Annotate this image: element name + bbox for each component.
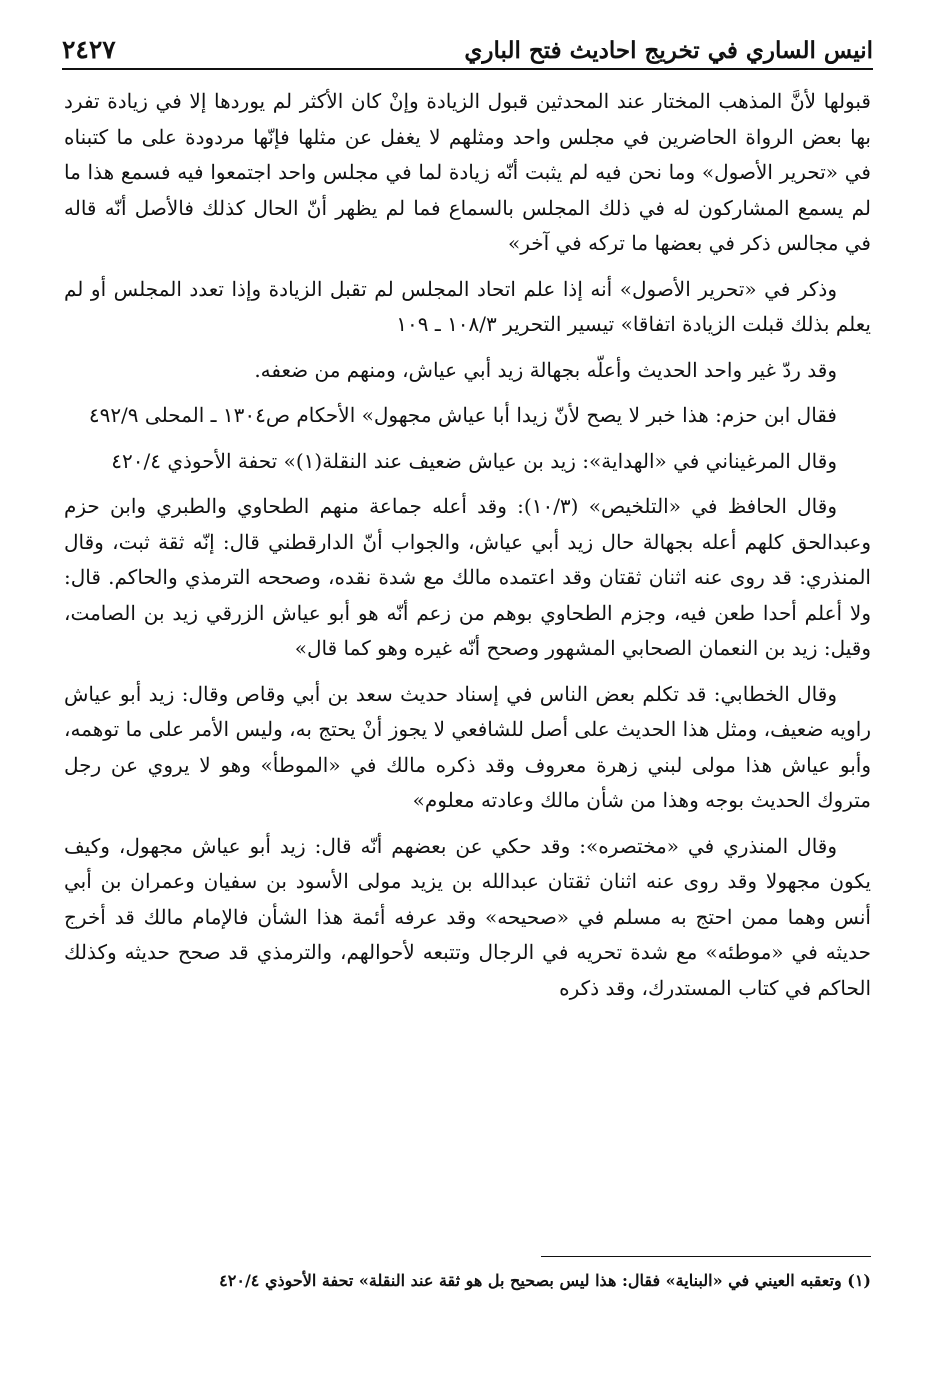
page-number: ٢٤٢٧ xyxy=(62,35,116,64)
paragraph-8: وقال المنذري في «مختصره»: وقد حكي عن بعضهم أنّه قال: زيد أبو عياش مجهول، وكيف يكون مجهولا وقد روى عنه اثنان ثقتان عبدالله بن يزيد مولى الأسود بن سفيان وعمران بن أبي أنس وهما ممن احتج به مسلم في «صحيحه» وقد عرفه أئمة هذا الشأن فالإمام مالك قد أخرج حديثه في «موطئه» مع شدة تحريه في الرجال وتتبعه لأحوالهم، والترمذي قد صحح حديثه وكذلك الحاكم في كتاب المستدرك، وقد ذكره xyxy=(64,833,871,1000)
footnote-divider xyxy=(541,1256,871,1257)
footnote: (١) وتعقبه العيني في «البناية» فقال: هذا ليس بصحيح بل هو ثقة عند النقلة» تحفة الأحوذي ٤٢٠/٤ xyxy=(219,1271,871,1290)
paragraph-6: وقال الحافظ في «التلخيص» (١٠/٣): وقد أعله جماعة منهم الطحاوي والطبري وابن حزم وعبدالحق كلهم أعله بجهالة حال زيد أبي عياش، والجواب أنّ الدارقطني قال: إنّه ثقة ثبت، وقال المنذري: قد روى عنه اثنان ثقتان وقد اعتمده مالك مع شدة نقده، وصححه الترمذي والحاكم. قال: ولا أعلم أحدا طعن فيه، وجزم الطحاوي بوهم من زعم أنّه هو أبو عياش الزرقي زيد بن الصامت، وقيل: زيد بن النعمان الصحابي المشهور وصحح أنّه غيره وهو كما قال» xyxy=(64,494,871,660)
page-body xyxy=(64,84,871,1244)
paragraph-3: وقد ردّ غير واحد الحديث وأعلّه بجهالة زيد أبي عياش، ومنهم من ضعفه. xyxy=(254,357,837,382)
paragraph-2: وذكر في «تحرير الأصول» أنه إذا علم اتحاد المجلس لم تقبل الزيادة وإذا تعدد المجلس أو لم يعلم بذلك قبلت الزيادة اتفاقا» تيسير التحرير ١٠٨/٣ ـ ١٠٩ xyxy=(64,276,871,336)
paragraph-7: وقال الخطابي: قد تكلم بعض الناس في إسناد حديث سعد بن أبي وقاص وقال: زيد أبو عياش راويه ضعيف، ومثل هذا الحديث على أصل للشافعي لا يجوز أنْ يحتج به، وليس الأمر على ما توهمه، وأبو عياش هذا مولى لبني زهرة معروف وقد ذكره مالك في «الموطأ» وهو لا يروي عن رجل متروك الحديث بوجه وهذا من شأن مالك وعادته معلوم» xyxy=(64,681,871,812)
page-header xyxy=(62,30,873,70)
paragraph-1: قبولها لأنَّ المذهب المختار عند المحدثين قبول الزيادة وإنْ كان الأكثر لم يوردها إلا في زيادة تفرد بها بعض الرواة الحاضرين في مجلس واحد ومثلهم لا يغفل عن مثلها فإنّها مردودة على ما كتبناه في «تحرير الأصول» وما نحن فيه لم يثبت أنّه زيادة لما في مجلس واحد اجتمعوا فيه فسمع هذا ما لم يسمع المشاركون له في ذلك المجلس بالسماع فما لم يظهر أنّ الحال كذلك فالأصل أنّه قاله في مجالس ذكر في بعضها ما تركه في آخر» xyxy=(64,89,871,255)
paragraph-5: وقال المرغيناني في «الهداية»: زيد بن عياش ضعيف عند النقلة(١)» تحفة الأحوذي ٤٢٠/٤ xyxy=(111,448,837,473)
running-title: انيس الساري في تخريج احاديث فتح الباري xyxy=(464,37,873,64)
paragraph-4: فقال ابن حزم: هذا خبر لا يصح لأنّ زيدا أبا عياش مجهول» الأحكام ص١٣٠٤ ـ المحلى ٤٩٢/٩ xyxy=(88,403,837,427)
